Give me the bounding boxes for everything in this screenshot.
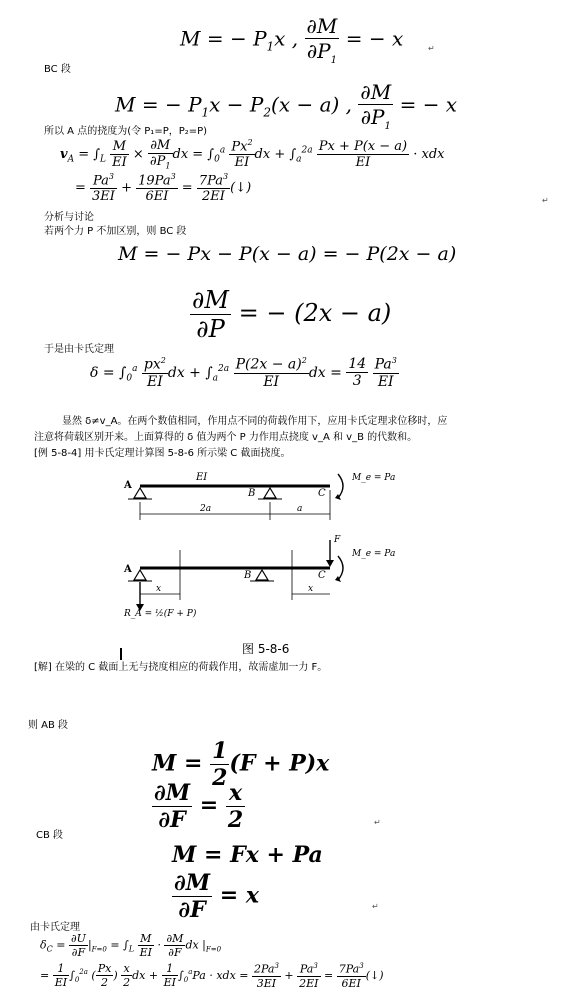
bottom-label-x-left: x — [156, 584, 162, 594]
top-label-A: A — [124, 480, 132, 491]
paragraph-mark: ↵ — [542, 196, 549, 205]
paragraph-mark: ↵ — [372, 902, 379, 911]
bottom-label-moment: M_e = Pa — [352, 549, 396, 559]
ab-segment-label: 则 AB 段 — [28, 720, 69, 731]
bottom-label-A: A — [124, 564, 132, 575]
equation-vA-line1: $v_A = \int_L$ $\frac{M}{EI}$ × $\frac{\partial M}{\partial P_1}$ dx = $\int_0^a$ $\frac{Px^2}{EI}$ dx + $\int_a^{2a}$ $\frac{Px + P(x - a)}{EI}$ · xdx — [60, 138, 445, 171]
paragraph-mark: ↵ — [374, 818, 381, 827]
equation-delta: $\delta = \int_0^a$ $\frac{px^2}{EI}$ dx + $\int_a^{2a}$ $\frac{P(2x - a)^2}{EI}$ dx = $\frac{14}{3}$ $\frac{Pa^3}{EI}$ — [90, 356, 397, 390]
equation-top: M = − $P_1x$ , $\frac{\partial M}{\partial P_1}$ = − x — [180, 14, 404, 66]
castigliano-line-2: 由卡氏定理 — [30, 922, 80, 933]
bottom-force-F-head — [326, 560, 334, 567]
top-support-A — [134, 488, 146, 498]
bottom-label-F: F — [334, 535, 341, 545]
top-label-C: C — [318, 488, 326, 499]
deflection-intro: 所以 A 点的挠度为(令 P₁=P，P₂=P) — [44, 126, 208, 137]
equation-ab-M: M = $\frac{1}{2}$ (F + P)x — [152, 738, 330, 791]
equation-cb-M-text: M = Fx + Pa — [172, 842, 323, 868]
solution-text: [解] 在梁的 C 截面上无与挠度相应的荷载作用，故需虚加一力 F。 — [34, 662, 328, 673]
equation-deltaC-2: = $\frac{1}{EI}$ $\int_0^{2a}$ ( $\frac{Px}{2}$ ) $\frac{x}{2}$ dx + $\frac{1}{EI}$ $\int_0^aPa$ · xdx = $\frac{2Pa^3}{3EI}$ + $\frac{Pa^3}{2EI}$ = $\frac{7Pa^3}{6EI}$ (↓) — [40, 962, 384, 990]
bc-segment-label: BC 段 — [44, 64, 71, 75]
paragraph-mark: ↵ — [428, 44, 435, 53]
top-dim-a: a — [297, 504, 303, 514]
figure-caption: 图 5-8-6 — [242, 642, 290, 656]
top-moment-arrow — [338, 474, 343, 498]
top-support-B — [264, 488, 276, 498]
paragraph-line-1: 显然 δ≠v_A。在两个数值相同，作用点不同的荷载作用下，应用卡氏定理求位移时，应 — [62, 416, 448, 427]
example-title: [例 5-8-4] 用卡氏定理计算图 5-8-6 所示梁 C 截面挠度。 — [34, 448, 291, 459]
bottom-support-A — [134, 570, 146, 580]
bottom-label-x-right: x — [308, 584, 314, 594]
top-label-moment: M_e = Pa — [352, 473, 396, 483]
equation-dM-dP: $\frac{\partial M}{\partial P}$ = − (2x − a) — [192, 286, 392, 343]
equation-vA-line2: = $\frac{Pa^3}{3EI}$ + $\frac{19Pa^3}{6EI}$ = $\frac{7Pa^3}{2EI}$ (↓) — [75, 172, 252, 205]
top-dim-2a: 2a — [200, 504, 212, 514]
equation-cb-M — [172, 842, 323, 868]
bottom-moment-arrow — [338, 556, 343, 580]
castigliano-line-1: 于是由卡氏定理 — [44, 344, 114, 355]
top-label-B: B — [248, 488, 256, 499]
bottom-label-reaction: R_A = ½(F + P) — [124, 609, 197, 619]
cb-segment-label: CB 段 — [36, 830, 64, 841]
bottom-support-B — [256, 570, 268, 580]
equation-M-same-p-text: M = − Px − P(x − a) = − P(2x − a) — [118, 243, 457, 265]
discussion-title: 分析与讨论 — [44, 212, 94, 223]
equation-cb-dM: $\frac{\partial M}{\partial F}$ = x — [174, 870, 259, 923]
paragraph-line-2: 注意将荷载区别开来。上面算得的 δ 值为两个 P 力作用点挠度 v_A 和 v_B 的代数和。 — [34, 432, 418, 443]
bottom-label-B: B — [244, 570, 252, 581]
equation-M-same-p — [118, 243, 456, 265]
top-label-EI: EI — [196, 472, 208, 483]
bottom-label-C: C — [318, 570, 326, 581]
equation-ab-dM: $\frac{\partial M}{\partial F}$ = $\frac{x}{2}$ — [154, 780, 244, 833]
equation-deltaC-1: $\delta_C$ = $\frac{\partial U}{\partial F}$ $|_{F=0} = \int_L$ $\frac{M}{EI}$ · $\frac{\partial M}{\partial F}$ dx $|_{F=0}$ — [40, 932, 222, 959]
equation-bc: M = − $P_1x - P_2(x - a)$ , $\frac{\partial M}{\partial P_1}$ = − x — [115, 80, 458, 132]
beam-figure — [0, 460, 574, 640]
discussion-text: 若两个力 P 不加区别，则 BC 段 — [44, 226, 187, 237]
